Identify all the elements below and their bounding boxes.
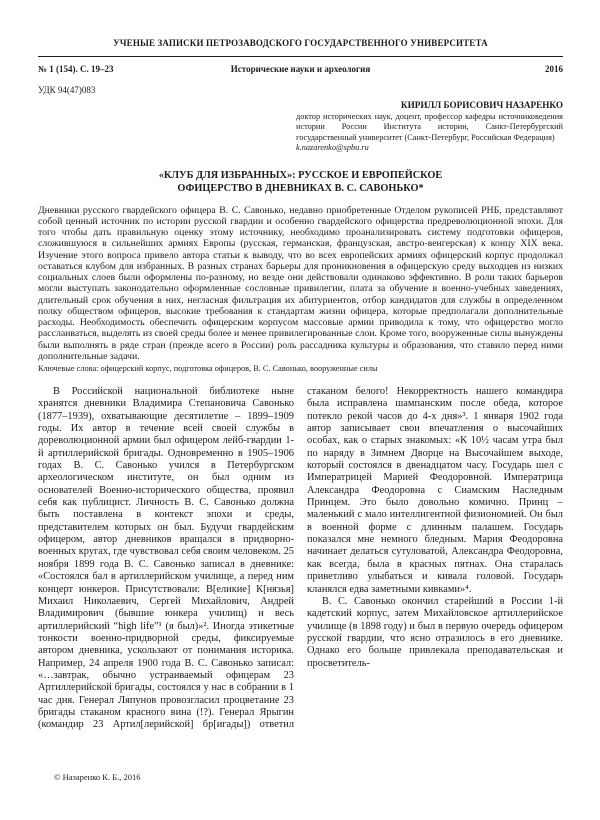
issue-number: № 1 (154). С. 19–23 [38, 64, 114, 74]
article-body [38, 386, 563, 732]
issue-info-row [38, 64, 563, 74]
article-title [38, 169, 563, 196]
udc-code: УДК 94(47)083 [38, 85, 96, 95]
keywords-line: Ключевые слова: офицерский корпус, подготовка офицеров, В. С. Савонько, вооруженные силы [38, 364, 378, 373]
body-paragraph: В Российской национальной библиотеке ныне хранятся дневники Владимира Степановича Савонько (1877–1939), охватывающие десятилетие – 1899–1909 годы. Их автор в течение всей своей службы в дореволюционной армии был офицером лейб-гвардии 1-й артиллерийской бригады. Одновременно в 1905–1906 годах В. С. Савонько учился в Петербургском археологическом институте, он был одним из основателей Военно-исторического общества, проявил себя как публицист. Личность В. С. Савонько должна быть поставлена в контекст эпохи и среды, представителем которых он был. Будучи гвардейским офицером, автор дневников вращался в придворно-военных кругах, где чувствовал себя своим человеком. 25 ноября 1899 года В. С. Савонько записал в дневнике: «Состоялся бал в артиллерийском училище, а перед ним концерт юнкеров. Присутствовали: В[еликие] К[нязья] Михаил Николаевич, Сергей Михайлович, Андрей Владимирович (бывшие юнкера училищ) и весь артиллерийский “high life”¹ (я был)»². Иногда этикетные тонкости военно-придворной среды, фиксируемые автором дневника, ускользают от понимания историка. Например, 24 апреля 1900 года В. С. Савонько записал: «…завтрак, обычно устраиваемый офицерам 23 Артиллерийской бригады, состоялся у нас в собрании в 1 час дня. Генерал Ляпунов провозгласил процветание 23 бригады стаканом красного вина (!?). Генерал Ярыгин (командир 23 Артил[лерийской] бр[игады]) ответил стаканом белого! Некорректность нашего командира была исправлена шампанским после обеда, которое потекло рекой часов до 4-х дня»³. 1 января 1902 года автор записывает свои впечатления о высочайших особах, как о старых знакомых: «К 10½ часам утра был по наряду в Зимнем Дворце на Высочайшем выходе, который состоялся в двенадцатом часу. Государь шел с Императрицей Марией Феодоровной. Императрица Александра Феодоровна с Сиамским Наследным Принцем. Это было довольно комично. Принц – маленький с мало интеллигентной физиономией. Он был в военной форме с длинным палашем. Государь показался мне немного бледным. Мария Феодоровна начинает делаться сутуловатой, Александра Феодоровна, как всегда, была в красных пятнах. Она старалась приветливо улыбаться и кивала головой. Государь кланялся едва заметными кивками»⁴. [38, 386, 563, 731]
abstract-text: Дневники русского гвардейского офицера В. С. Савонько, недавно приобретенные Отделом рукописей РНБ, представляют собой ценный источник по истории русской гвардии и особенно гвардейского офицерства предреволюционной эпохи. Для того чтобы дать правильную оценку этому источнику, необходимо проанализировать систему подготовки офицеров, сложившуюся в сильнейших армиях Европы (русская, германская, французская, австро-венгерская) к концу XIX века. Изучение этого вопроса привело автора статьи к выводу, что во всех европейских армиях офицерский корпус продолжал оставаться клубом для избранных. В разных странах барьеры для проникновения в офицерскую среду выходцев из низких социальных слоев были оформлены по-разному, но везде они действовали одинаково эффективно. В роли таких барьеров могли выступать законодательно оформленные сословные привилегии, плата за обучение в военно-учебных заведениях, длительный срок обучения в них, негласная фильтрация их абитуриентов, отбор кандидатов для службы в определенном полку обществом офицеров, высокие требования к стандартам жизни офицера, которые предполагали дополнительные расходы. Необходимость обеспечить офицерским корпусом массовые армии приводила к тому, что офицерство могло расслаиваться, выделять из своей среды более и менее привилегированные слои. Кроме того, вооруженные силы вынуждены были выполнять в ряде стран (прежде всего в России) роль рассадника культуры и образования, что ставило перед ними дополнительные задачи. [38, 204, 563, 362]
article-title-line2: ОФИЦЕРСТВО В ДНЕВНИКАХ В. С. САВОНЬКО* [177, 183, 424, 194]
issue-year: 2016 [545, 64, 563, 74]
author-block [296, 100, 563, 154]
author-email: k.nazarenko@spbu.ru [296, 143, 369, 152]
section-title: Исторические науки и археология [230, 64, 371, 74]
article-title-line1: «КЛУБ ДЛЯ ИЗБРАННЫХ»: РУССКОЕ И ЕВРОПЕЙСКОЕ [158, 169, 443, 181]
author-affiliation: доктор исторических наук, доцент, профессор кафедры источниковедения истории России Института истории, Санкт-Петербургский государственный университет (Санкт-Петербург, Российская Федерация) [296, 111, 563, 142]
body-paragraph: В. С. Савонько окончил старейший в России 1-й кадетский корпус, затем Михайловское артиллерийское училище (в 1898 году) и был в первую очередь офицером русской гвардии, что ясно отразилось в его дневнике. Однако его больше привлекала преподавательская и просветитель- [307, 595, 563, 669]
header-divider [38, 56, 563, 57]
author-name: КИРИЛЛ БОРИСОВИЧ НАЗАРЕНКО [400, 100, 563, 110]
copyright-notice: © Назаренко К. Б., 2016 [54, 772, 141, 782]
journal-header: УЧЕНЫЕ ЗАПИСКИ ПЕТРОЗАВОДСКОГО ГОСУДАРСТВЕННОГО УНИВЕРСИТЕТА [113, 38, 488, 48]
